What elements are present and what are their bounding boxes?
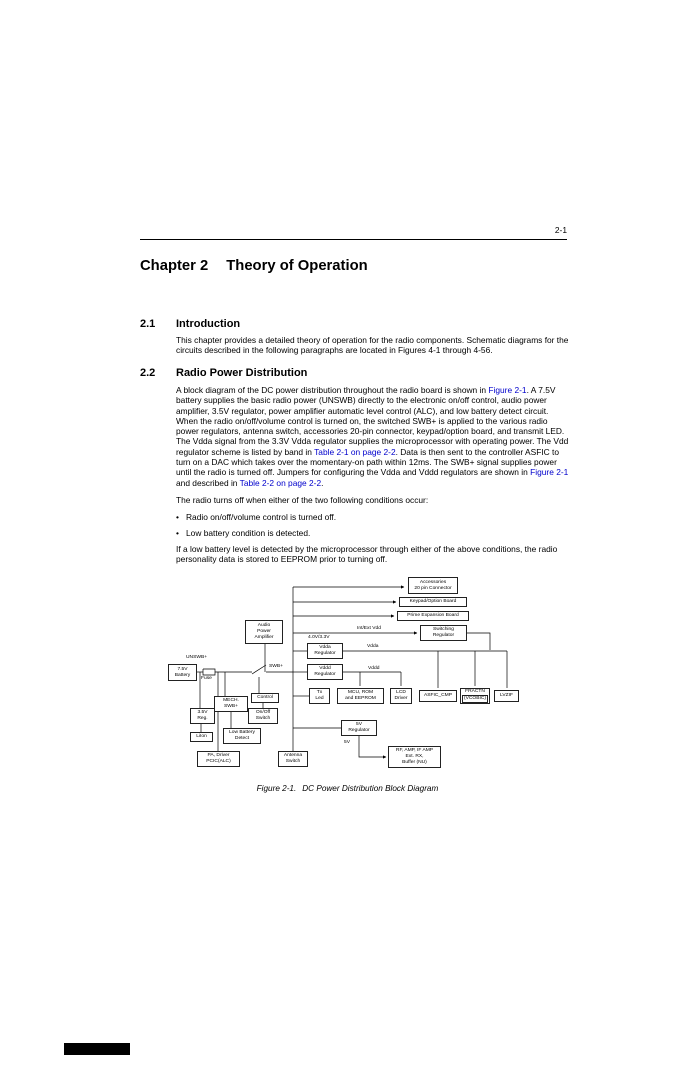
bullet-text: Radio on/off/volume control is turned off.	[186, 512, 337, 522]
unswb-label: UNSWB+	[186, 655, 208, 660]
diagram-box-label: MECH.	[223, 698, 239, 704]
diagram-box-label: Regulator	[348, 728, 370, 733]
chapter-number: Chapter 2	[140, 258, 209, 274]
switching-regulator-box	[420, 625, 467, 641]
cross-reference-link[interactable]: Figure 2-1	[488, 385, 527, 395]
diagram-box-label: Buffer (NU)	[402, 759, 427, 765]
pa-driver-box	[197, 751, 240, 767]
battery-box	[168, 664, 197, 681]
regulator-5v-box	[341, 720, 377, 736]
diagram-box-label: Keypad/Option Board	[409, 599, 457, 605]
diagram-box-label: 5V	[356, 722, 362, 728]
diagram-box-label: 3.5V	[197, 710, 208, 716]
diagram-box-label: Battery	[174, 672, 191, 678]
diagram-box-label: Led	[315, 696, 324, 701]
keypad-option-board-box	[399, 597, 467, 607]
diagram-box-label: SWB+	[224, 704, 238, 709]
liion-box	[190, 732, 213, 742]
bullet-glyph: •	[176, 528, 179, 538]
power-paragraph-2: The radio turns off when either of the two following conditions occur:	[176, 495, 429, 505]
diagram-box-label: Ext. RX,	[405, 754, 424, 760]
figure-caption-text: DC Power Distribution Block Diagram	[302, 784, 439, 793]
paragraph-text: A block diagram of the DC power distribution throughout the radio board is shown in	[176, 385, 489, 395]
voltage-4v-3v3-label: 4.0V/3.3V	[308, 635, 330, 640]
paragraph-text: . Data is then sent to the controller ASFIC to turn on a DAC which takes over the momentary-on path within 12ms. The SWB+ signal supplies power until the radio is turned off. Jumpers for configuring the Vdda and Vddd regulators are shown in	[176, 446, 560, 478]
vdda-regulator-box	[307, 643, 343, 659]
vdda-label: Vdda	[367, 644, 379, 649]
diagram-box-label: Regulator	[314, 651, 336, 656]
on-off-switch-box	[248, 708, 278, 724]
vddd-regulator-box	[307, 664, 343, 680]
bullet-text: Low battery condition is detected.	[186, 528, 311, 538]
diagram-box-label: Reg.	[197, 716, 208, 721]
diagram-box-label: ASFIC_CMP	[424, 693, 452, 699]
section-2-1-number: 2.1	[140, 318, 156, 330]
diagram-box-label: PA, Driver	[207, 753, 230, 759]
diagram-box-label: LVZIF	[500, 693, 513, 699]
figure-caption	[0, 784, 695, 793]
diagram-box-label: Vdda	[319, 645, 331, 651]
diagram-box-label: Low Battery	[229, 730, 255, 736]
page-number: 2-1	[554, 225, 567, 235]
diagram-box-label: Switching	[433, 627, 454, 633]
rf-amp-box	[388, 746, 441, 768]
int-ext-vdd-label: Int/Ext Vdd	[357, 626, 381, 631]
diagram-box-label: Driver	[394, 696, 408, 701]
diagram-box-label: 20 pin Connector	[414, 585, 452, 591]
tx-led-box	[309, 688, 330, 704]
section-2-1-title: Introduction	[176, 318, 241, 330]
diagram-box-label: Prime Expansion Board	[407, 613, 459, 619]
diagram-box-label: Detect	[234, 736, 250, 741]
diagram-box-label: LCD	[396, 690, 406, 696]
intro-paragraph: This chapter provides a detailed theory of operation for the radio components. Schematic diagrams for the circuits described in the following paragraphs are located in Figures 4-1 through 4-56.	[176, 335, 569, 356]
diagram-box-label: RF, AMP, IF AMP	[395, 748, 434, 754]
paragraph-text: and described in	[176, 477, 240, 488]
asfic-cmp-box	[419, 690, 457, 702]
fractn-vcobic-box	[460, 688, 490, 704]
audio-power-amplifier-box	[245, 620, 283, 644]
vddd-label: Vddd	[368, 666, 380, 671]
fuse-label: Fuse	[201, 676, 212, 681]
diagram-box-label: MCU, ROM	[347, 690, 374, 696]
power-paragraph-3: If a low battery level is detected by the microprocessor through either of the above conditions, the radio personality data is stored to EEPROM prior to turning off.	[176, 544, 558, 565]
cross-reference-link[interactable]: Table 2-2 on page 2-2	[239, 477, 322, 488]
diagram-box-label: Vddd	[319, 666, 331, 672]
chapter-title: Theory of Operation	[226, 258, 368, 274]
diagram-box-label: Switch	[255, 716, 271, 721]
diagram-box-label: Switch	[285, 759, 301, 764]
mcu-rom-eeprom-box	[337, 688, 384, 704]
section-2-2-title: Radio Power Distribution	[176, 367, 308, 379]
diagram-box-label: Antenna	[283, 753, 303, 759]
lcd-driver-box	[390, 688, 412, 704]
figure-caption-label: Figure 2-1.	[256, 784, 297, 793]
swb-label: SWB+	[269, 664, 283, 669]
low-battery-detect-box	[223, 728, 261, 744]
antenna-switch-box	[278, 751, 308, 767]
diagram-box-label: FRACTN	[465, 689, 485, 695]
section-2-2-number: 2.2	[140, 367, 156, 379]
diagram-box-label: PCIC(ALC)	[206, 759, 231, 764]
paragraph-text: . A 7.5V battery supplies the basic radio power (UNSWB) directly to the electronic on/off control, audio power amplifier, 3.5V regulator, power amplifier automatic level control (ALC), and low battery detect circuit. When the radio on/off/volume control is turned on, the switched SWB+ is applied to the various radio power regulators, antenna switch, accessories 20-pin connector, keypad/option board, and transmit LED. The Vdda signal from the 3.3V Vdda regulator supplies the microprocessor with operating power. The Vdd regulator scheme is listed by band in	[176, 385, 569, 457]
diagram-box-label: 7.5V	[177, 666, 188, 672]
diagram-box-label: (VCOBIC)	[463, 696, 486, 701]
diagram-box-label: Tx	[316, 690, 323, 696]
footer-black-bar	[64, 1043, 130, 1055]
diagram-box-label: Regulator	[432, 633, 455, 638]
paragraph-text: .	[321, 477, 324, 488]
regulator-3v5-box	[190, 708, 215, 724]
mech-swb-box	[214, 696, 248, 712]
control-box	[251, 693, 279, 703]
bullet-glyph: •	[176, 512, 179, 522]
diagram-box-label: LiIon	[196, 734, 207, 740]
cross-reference-link[interactable]: Table 2-1 on page 2-2	[314, 446, 396, 457]
accessories-connector-box	[408, 577, 458, 594]
five-volt-label: 5V	[344, 740, 350, 745]
diagram-box-label: and EEPROM	[345, 696, 376, 701]
lvzif-box	[494, 690, 519, 702]
prime-expansion-board-box	[397, 611, 469, 621]
cross-reference-link[interactable]: Figure 2-1	[530, 467, 569, 478]
diagram-box-label: On/Off	[255, 710, 271, 716]
diagram-box-label: Accessories	[419, 579, 447, 585]
diagram-box-label: Amplifier	[254, 634, 274, 640]
diagram-box-label: Regulator	[314, 672, 336, 677]
diagram-box-label: Audio	[257, 623, 271, 629]
diagram-box-label: Power	[257, 629, 271, 635]
diagram-box-label: Control	[257, 695, 273, 701]
